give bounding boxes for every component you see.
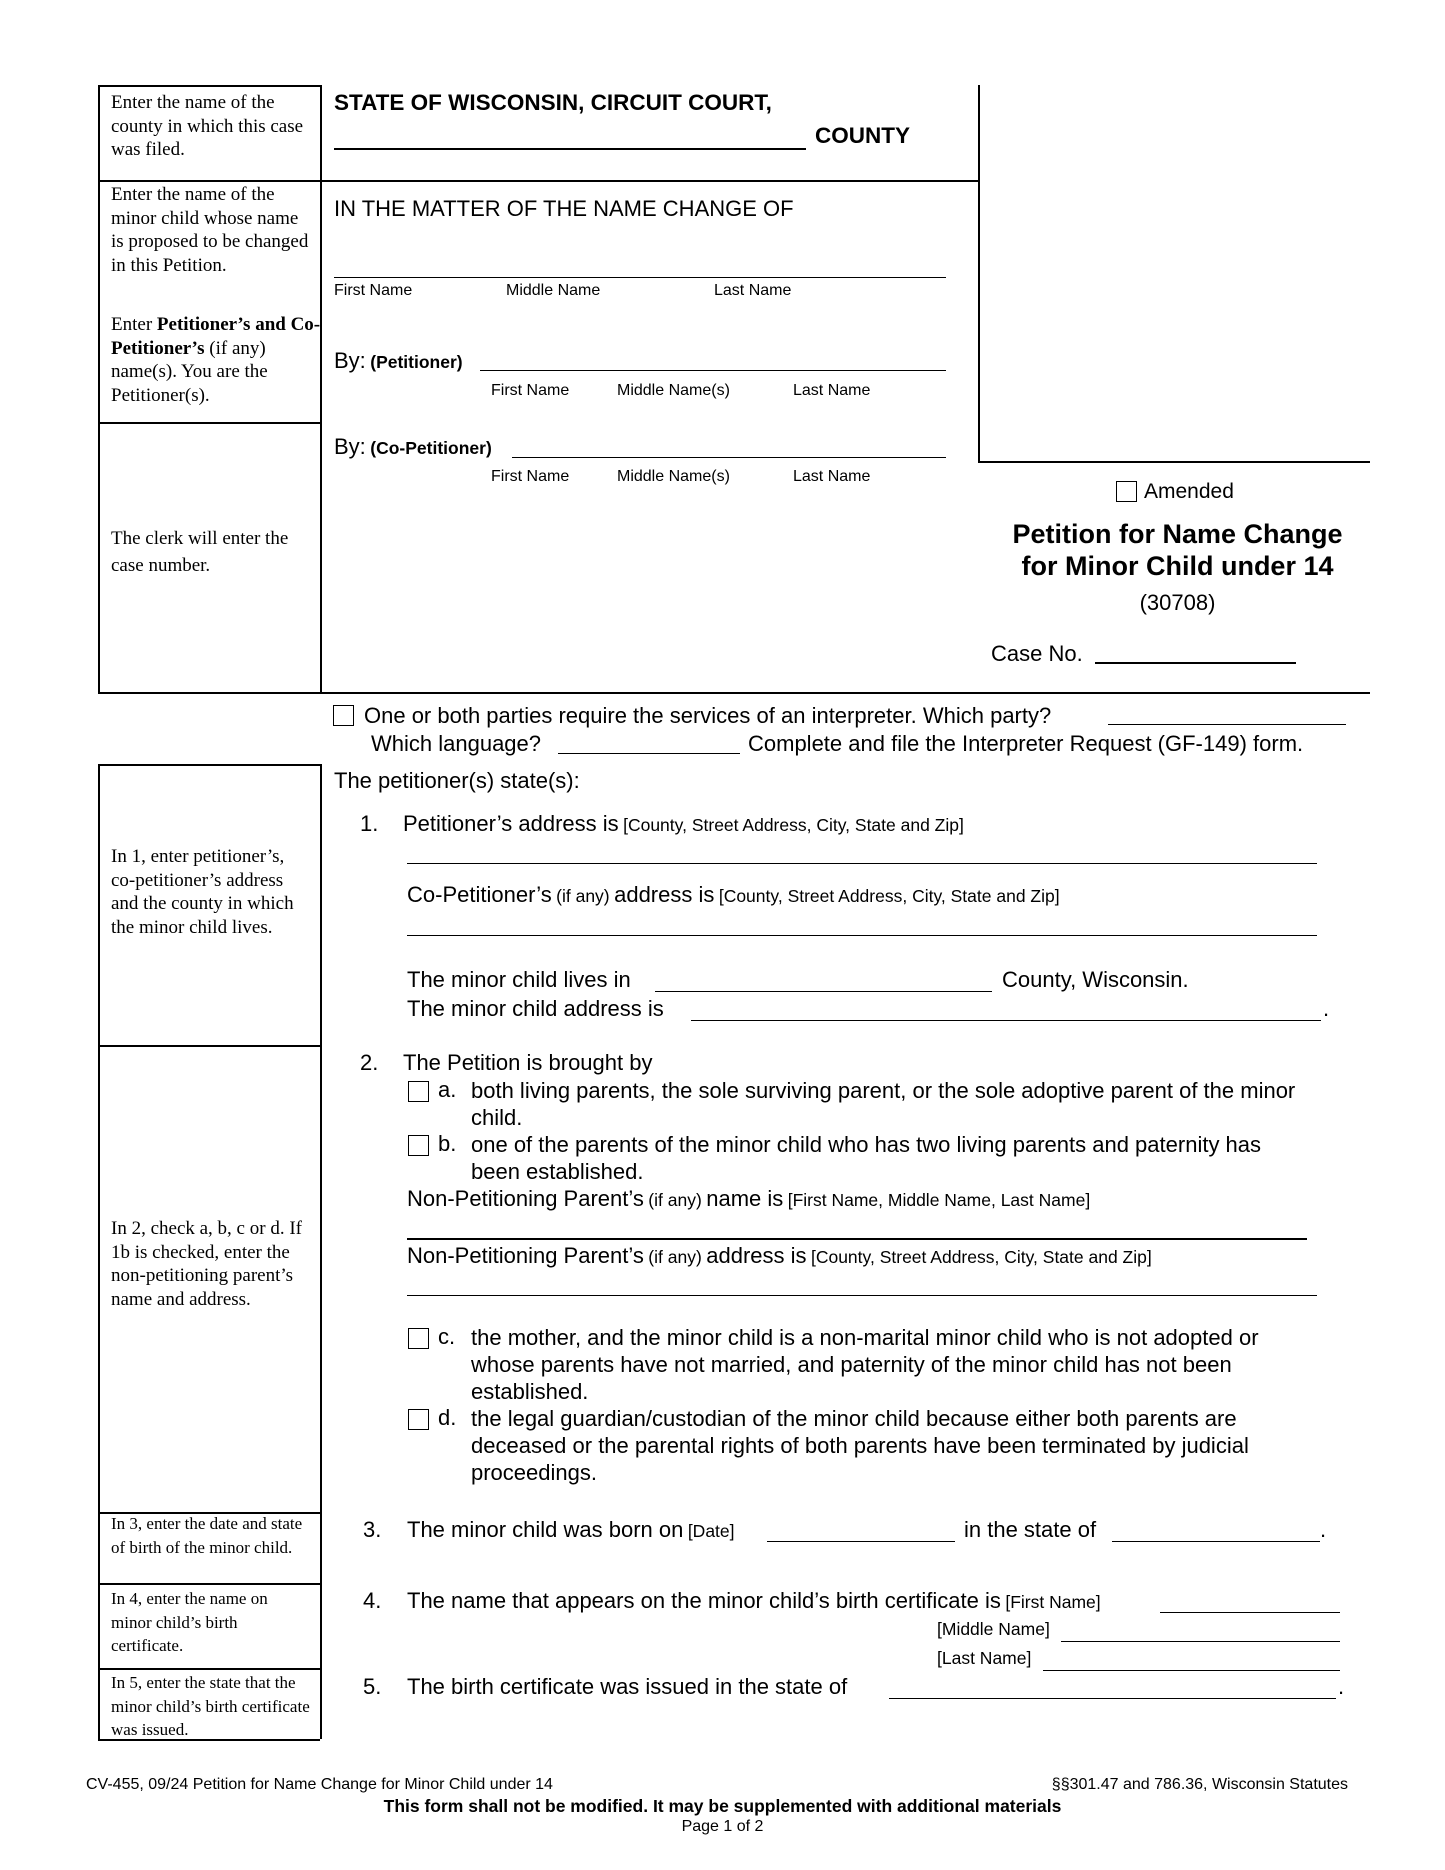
non-pet-address-label (407, 1243, 1152, 1269)
county-label: COUNTY (815, 123, 910, 148)
option-b-line1: one of the parents of the minor child who has two living parents and paternity has (471, 1132, 1262, 1157)
caption-divider-right (978, 461, 1370, 463)
option-d-checkbox[interactable] (408, 1409, 429, 1430)
non-pet-name-field[interactable] (407, 1238, 1307, 1240)
option-d-line2: deceased or the parental rights of both parents have been terminated by judicial (471, 1433, 1249, 1458)
non-pet-address-hint: [County, Street Address, City, State and Zip] (810, 1247, 1152, 1267)
interpreter-text: One or both parties require the services of an interpreter. Which party? (364, 703, 1052, 728)
option-b-letter: b. (438, 1131, 457, 1156)
interpreter-checkbox[interactable] (333, 705, 354, 726)
co-petitioner-by-line (334, 434, 492, 460)
caption-border-top (98, 85, 320, 87)
item2-instruction: In 2, check a, b, c or d. If 1b is checked, enter the non-petitioning parent’s name and address. (111, 1218, 302, 1310)
birth-cert-state-field[interactable] (889, 1698, 1336, 1699)
item4-instruction: In 4, enter the name on minor child’s birth certificate. (111, 1589, 268, 1655)
option-d-text (471, 1405, 1249, 1486)
item3-period: . (1320, 1517, 1327, 1542)
non-pet-address-text: Non-Petitioning Parent’s (407, 1243, 644, 1268)
amended-label: Amended (1144, 480, 1234, 503)
child-address-field[interactable] (691, 1020, 1321, 1021)
co-petitioner-by: By: (334, 434, 366, 459)
option-c-line3: established. (471, 1379, 589, 1404)
clerk-instruction: The clerk will enter the case number. (111, 528, 289, 576)
interpreter-request-text: Complete and file the Interpreter Request (GF-149) form. (748, 731, 1304, 756)
caption-divider-1 (98, 180, 979, 182)
item5-instruction: In 5, enter the state that the minor child’s birth certificate was issued. (111, 1673, 310, 1739)
footer-form-id: CV-455, 09/24 Petition for Name Change for Minor Child under 14 (86, 1776, 553, 1793)
item4-middle-hint: [Middle Name] (937, 1619, 1050, 1639)
child-address-label: The minor child address is (407, 996, 664, 1021)
case-no-field[interactable] (1095, 662, 1296, 664)
item4-text: The name that appears on the minor child’s birth certificate is (407, 1588, 1001, 1613)
matter-title: IN THE MATTER OF THE NAME CHANGE OF (334, 196, 794, 221)
petitioner-instruction-pre: Enter (111, 314, 157, 335)
interpreter-language-field[interactable] (558, 753, 740, 754)
option-c-checkbox[interactable] (408, 1328, 429, 1349)
item5-text: The birth certificate was issued in the state of (407, 1674, 848, 1699)
petitioner-by-line (334, 348, 463, 374)
item5-period: . (1338, 1674, 1345, 1699)
option-b-checkbox[interactable] (408, 1135, 429, 1156)
body-col-right (320, 764, 322, 1739)
form-title-line2: for Minor Child under 14 (1021, 551, 1334, 581)
body-col-left (98, 764, 100, 1739)
item1-address-hint: [County, Street Address, City, State and Zip] (623, 815, 964, 835)
non-pet-name-label (407, 1186, 1090, 1212)
co-petitioner-address-is: address is (614, 882, 715, 907)
non-pet-name-text: Non-Petitioning Parent’s (407, 1186, 644, 1211)
child-lives-in-label: The minor child lives in (407, 967, 631, 992)
non-pet-name-if-any: (if any) (648, 1190, 702, 1210)
which-language-label: Which language? (371, 731, 542, 756)
option-b-line2: been established. (471, 1159, 644, 1184)
caption-divider-2 (98, 422, 320, 424)
birth-cert-last-name-field[interactable] (1043, 1670, 1340, 1671)
option-c-text (471, 1324, 1259, 1405)
child-middle-name-label: Middle Name (506, 282, 601, 299)
co-petitioner-first-name-label: First Name (491, 468, 570, 485)
petitioner-instruction (111, 313, 321, 407)
petitioner-by: By: (334, 348, 366, 373)
footer-page-number: Page 1 of 2 (681, 1818, 764, 1835)
child-name-field[interactable] (334, 277, 946, 278)
caption-border-left (98, 85, 100, 693)
item3-number: 3. (363, 1517, 382, 1542)
body-col-top (98, 764, 320, 766)
co-petitioner-last-name-label: Last Name (793, 468, 871, 485)
petitioner-middle-name-label: Middle Name(s) (617, 382, 730, 399)
child-county-field[interactable] (655, 991, 992, 992)
non-pet-address-field[interactable] (407, 1295, 1317, 1296)
option-c-line1: the mother, and the minor child is a non-marital minor child who is not adopted or (471, 1325, 1259, 1350)
non-pet-name-hint: [First Name, Middle Name, Last Name] (787, 1190, 1091, 1210)
option-d-letter: d. (438, 1405, 457, 1430)
form-title (985, 518, 1370, 582)
petitioner-first-name-label: First Name (491, 382, 570, 399)
county-wisconsin-label: County, Wisconsin. (1002, 967, 1189, 992)
item4-first-hint: [First Name] (1005, 1592, 1101, 1612)
co-petitioner-name-field[interactable] (512, 457, 946, 458)
item3-label (407, 1517, 735, 1543)
item4-last-hint: [Last Name] (937, 1648, 1032, 1668)
non-pet-name-is: name is (706, 1186, 784, 1211)
county-name-field[interactable] (334, 148, 806, 150)
option-d-line1: the legal guardian/custodian of the minor child because either both parents are (471, 1406, 1237, 1431)
form-title-line1: Petition for Name Change (1012, 519, 1343, 549)
court-heading: STATE OF WISCONSIN, CIRCUIT COURT, (334, 90, 772, 115)
item4-number: 4. (363, 1588, 382, 1613)
item2-text: The Petition is brought by (403, 1050, 653, 1075)
form-code: (30708) (1139, 590, 1216, 615)
option-a-line2: child. (471, 1105, 523, 1130)
birth-date-field[interactable] (767, 1541, 955, 1542)
item5-number: 5. (363, 1674, 382, 1699)
footer-statutes: §§301.47 and 786.36, Wisconsin Statutes (1051, 1776, 1348, 1793)
item1-text: Petitioner’s address is (403, 811, 619, 836)
item4-label (407, 1588, 1101, 1614)
birth-cert-first-name-field[interactable] (1160, 1612, 1340, 1613)
county-instruction: Enter the name of the county in which this case was filed. (111, 92, 304, 160)
petitioner-instruction-post: (if any) name(s). You are the Petitioner(s). (111, 337, 268, 406)
child-first-name-label: First Name (334, 282, 413, 299)
case-no-label: Case No. (991, 641, 1083, 666)
option-c-line2: whose parents have not married, and paternity of the minor child has not been (471, 1352, 1232, 1377)
co-petitioner-address-field[interactable] (407, 935, 1317, 936)
caption-border-right (978, 85, 980, 462)
option-c-letter: c. (438, 1324, 456, 1349)
co-petitioner-label: (Co-Petitioner) (370, 438, 492, 458)
item3-text: The minor child was born on (407, 1517, 684, 1542)
option-b-text (471, 1131, 1261, 1185)
petitioner-name-field[interactable] (480, 370, 946, 371)
non-pet-address-if-any: (if any) (648, 1247, 702, 1267)
birth-state-field[interactable] (1112, 1541, 1320, 1542)
petitioner-label: (Petitioner) (370, 352, 463, 372)
in-state-of-label: in the state of (964, 1517, 1097, 1542)
petitioner-instruction-bold: Petitioner’s and Co-Petitioner’s (111, 314, 321, 359)
co-petitioner-address-text: Co-Petitioner’s (407, 882, 552, 907)
body-col-div3 (98, 1583, 320, 1585)
co-petitioner-if-any: (if any) (556, 886, 610, 906)
item1-number: 1. (360, 811, 379, 836)
caption-border-bottom (98, 692, 1370, 694)
item3-instruction: In 3, enter the date and state of birth of the minor child. (111, 1514, 303, 1557)
item3-date-hint: [Date] (687, 1521, 735, 1541)
option-a-text (471, 1077, 1295, 1131)
option-a-letter: a. (438, 1077, 457, 1102)
co-petitioner-address-hint: [County, Street Address, City, State and Zip] (718, 886, 1060, 906)
child-address-period: . (1323, 996, 1330, 1021)
non-pet-address-is: address is (706, 1243, 807, 1268)
amended-checkbox[interactable] (1116, 481, 1137, 502)
option-a-line1: both living parents, the sole surviving parent, or the sole adoptive parent of the minor (471, 1078, 1296, 1103)
petitioner-address-field[interactable] (407, 863, 1317, 864)
item1-label (403, 811, 964, 837)
option-d-line3: proceedings. (471, 1460, 597, 1485)
item2-number: 2. (360, 1050, 379, 1075)
petitioners-state-intro: The petitioner(s) state(s): (334, 768, 580, 793)
body-col-div1 (98, 1045, 320, 1047)
child-last-name-label: Last Name (714, 282, 792, 299)
interpreter-party-field[interactable] (1108, 724, 1346, 725)
body-col-div4 (98, 1668, 320, 1670)
option-a-checkbox[interactable] (408, 1081, 429, 1102)
co-petitioner-address-label (407, 882, 1060, 908)
item1-instruction: In 1, enter petitioner’s, co-petitioner’s address and the county in which the minor child lives. (111, 846, 294, 938)
child-name-instruction: Enter the name of the minor child whose name is proposed to be changed in this Petition. (111, 184, 309, 276)
birth-cert-middle-name-field[interactable] (1061, 1641, 1340, 1642)
petitioner-last-name-label: Last Name (793, 382, 871, 399)
footer-notice: This form shall not be modified. It may be supplemented with additional materials (383, 1796, 1062, 1816)
co-petitioner-middle-name-label: Middle Name(s) (617, 468, 730, 485)
